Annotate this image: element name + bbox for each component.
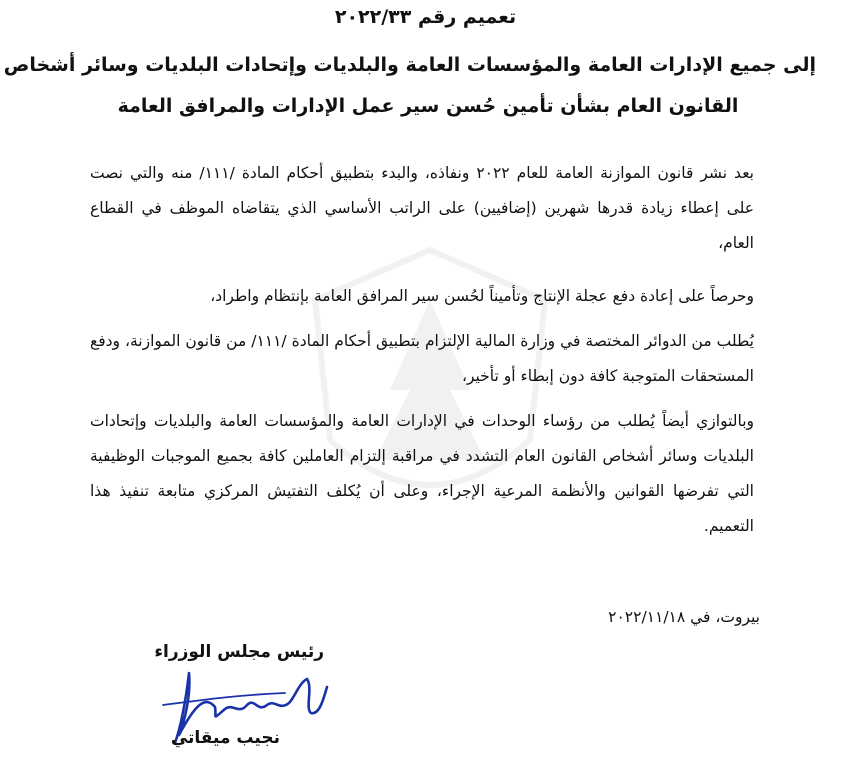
addressee-line: إلى جميع الإدارات العامة والمؤسسات العامة والبلديات وإتحادات البلديات وسائر أشخاص	[3, 54, 816, 76]
body-paragraph: بعد نشر قانون الموازنة العامة للعام ٢٠٢٢ ونفاذه، والبدء بتطبيق أحكام المادة /١١١/ منه والتي نصت على إعطاء زيادة قدرها شهرين (إضافيين) على الراتب الأساسي الذي يتقاضاه الموظف في القطاع العام،	[90, 164, 754, 252]
circular-title: تعميم رقم ٢٠٢٢/٣٣	[334, 6, 517, 28]
body-paragraph: وحرصاً على إعادة دفع عجلة الإنتاج وتأميناً لحُسن سير المرافق العامة بإنتظام واطراد،	[210, 287, 754, 305]
signatory-name: نجيب ميقاتي	[170, 728, 280, 748]
body-paragraph: يُطلب من الدوائر المختصة في وزارة المالية الإلتزام بتطبيق أحكام المادة /١١١/ من قانون الموازنة، ودفع المستحقات المتوجبة كافة دون إبطاء أو تأخير،	[90, 332, 754, 385]
body-paragraph: وبالتوازي أيضاً يُطلب من رؤساء الوحدات في الإدارات العامة والمؤسسات العامة والبلديات وإتحادات البلديات وسائر أشخاص القانون العام التشدد في مراقبة إلتزام العاملين كافة بجميع الموجبات الوظيفية التي تفرضها القوانين والأنظمة المرعية الإجراء، وعلى أن يُكلف التفتيش المركزي متابعة تنفيذ هذا التعميم.	[90, 412, 754, 535]
date-line: بيروت، في ٢٠٢٢/١١/١٨	[608, 608, 760, 626]
subject-line: القانون العام بشأن تأمين حُسن سير عمل الإدارات والمرافق العامة	[117, 95, 739, 117]
signatory-title: رئيس مجلس الوزراء	[154, 642, 324, 662]
